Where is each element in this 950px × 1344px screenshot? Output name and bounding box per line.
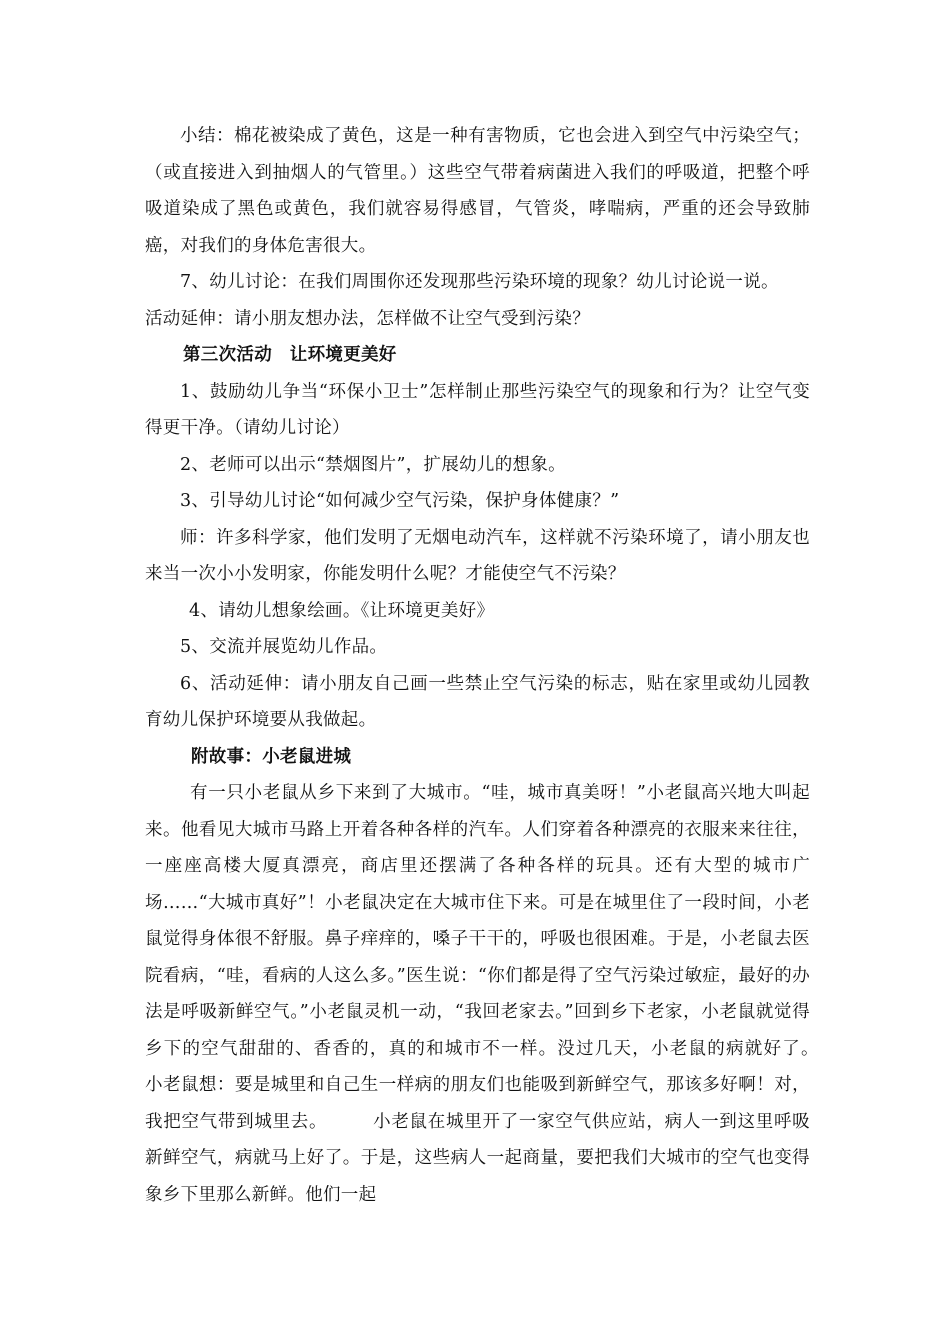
step-2-paragraph: 2、老师可以出示“禁烟图片”，扩展幼儿的想象。 — [180, 454, 566, 475]
step-5-paragraph: 5、交流并展览幼儿作品。 — [180, 637, 388, 657]
story-paragraph: 有一只小老鼠从乡下来到了大城市。“哇，城市真美呀！”小老鼠高兴地大叫起来。他看见大城市马路上开着各种各样的汽车。人们穿着各种漂亮的衣服来来往往，一座座高楼大厦真漂亮，商店里还摆满了各种各样的玩具。还有大型的城市广场……“大城市真好”！小老鼠决定在大城市住下来。可是在城里住了一段时间，小老鼠觉得身体很不舒服。鼻子痒痒的，嗓子干干的，呼吸也很困难。于是，小老鼠去医院看病，“哇，看病的人这么多。”医生说：“你们都是得了空气污染过敏症，最好的办法是呼吸新鲜空气。”小老鼠灵机一动，“我回老家去。”回到乡下老家，小老鼠就觉得乡下的空气甜甜的、香香的，真的和城市不一样。没过几天，小老鼠的病就好了。 小老鼠想：要是城里和自己生一样病的朋友们也能吸到新鲜空气，那该多好啊！对，我把空气带到城里去。 小老鼠在城里开了一家空气供应站，病人一到这里呼吸新鲜空气，病就马上好了。于是，这些病人一起商量，要把我们大城市的空气也变得象乡下里那么新鲜。他们一起 — [145, 783, 846, 1205]
step-6-paragraph: 6、活动延伸：请小朋友自己画一些禁止空气污染的标志，贴在家里或幼儿园教育幼儿保护环境要从我做起。 — [145, 673, 810, 730]
step-3-paragraph: 3、引导幼儿讨论“如何减少空气污染，保护身体健康？” — [180, 491, 620, 511]
activity-extension-paragraph: 活动延伸：请小朋友想办法，怎样做不让空气受到污染？ — [145, 308, 590, 329]
summary-paragraph: 小结：棉花被染成了黄色，这是一种有害物质，它也会进入到空气中污染空气；（或直接进入到抽烟人的气管里。）这些空气带着病菌进入我们的呼吸道，把整个呼吸道染成了黑色或黄色，我们就容易得感冒，气管炎，哮喘病，严重的还会导致肺癌，对我们的身体危害很大。 — [145, 126, 810, 256]
document-body — [145, 118, 846, 1213]
step-4-paragraph: 4、请幼儿想象绘画。《让环境更美好》 — [189, 600, 495, 621]
teacher-paragraph: 师：许多科学家，他们发明了无烟电动汽车，这样就不污染环境了，请小朋友也来当一次小小发明家，你能发明什么呢？才能使空气不污染？ — [145, 527, 810, 584]
section-heading-third-activity: 第三次活动 让环境更美好 — [183, 345, 397, 365]
step-7-paragraph: 7、幼儿讨论：在我们周围你还发现那些污染环境的现象？幼儿讨论说一说。 — [180, 272, 779, 292]
story-heading: 附故事：小老鼠进城 — [191, 746, 352, 767]
step-1-paragraph: 1、鼓励幼儿争当“环保小卫士”怎样制止那些污染空气的现象和行为？让空气变得更干净。（请幼儿讨论） — [145, 381, 810, 438]
